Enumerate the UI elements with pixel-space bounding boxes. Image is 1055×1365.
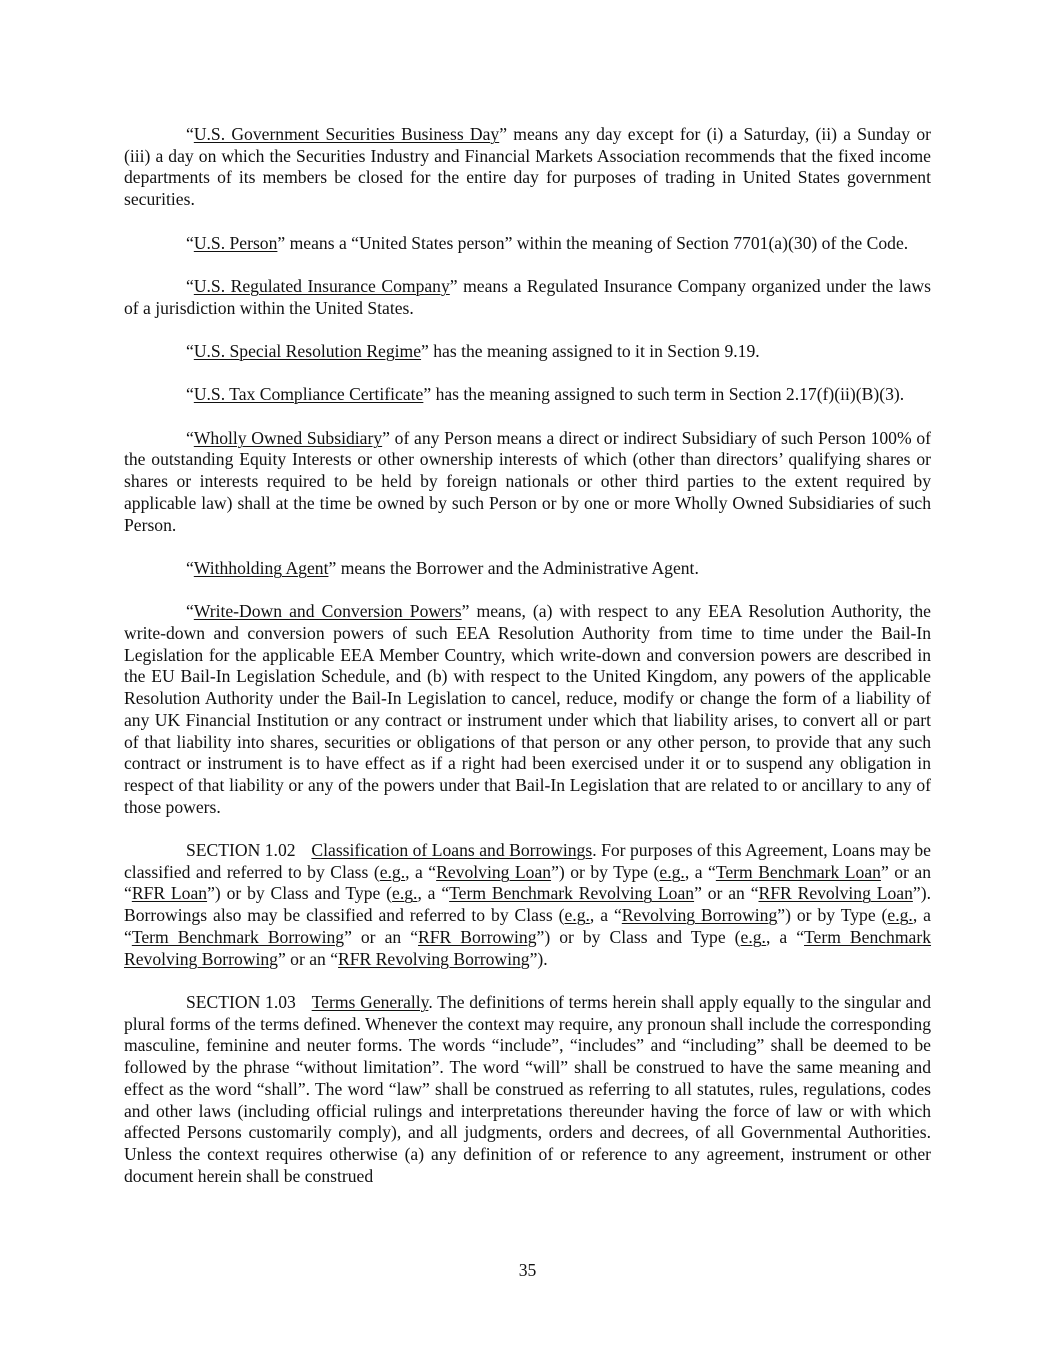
defined-term: Wholly Owned Subsidiary	[193, 427, 383, 448]
defined-term: Revolving Loan	[436, 861, 552, 882]
section-number: SECTION 1.03	[186, 991, 296, 1012]
definition-us-tax-compliance-certificate: “U.S. Tax Compliance Certificate” has the meaning assigned to such term in Section 2.17(f)(ii)(B)(3).	[186, 384, 905, 405]
definition-text: means, (a) with respect to any EEA Resolution Authority, the write-down and conversion powers of such EEA Resolution Authority from time to time under the Bail-In Legislation for the applicable EEA Member Country, which write-down and conversion powers are described in the EU Bail-In Legislation Schedule, and (b) with respect to the United Kingdom, any powers of the applicable Resolution Authority under the Bail-In Legislation to cancel, reduce, modify or change the form of a liability of any UK Financial Institution or any contract or instrument under which that liability arises, to convert all or part of that liability into shares, securities or obligations of that person or any other person, to provide that any such contract or instrument is to have effect as if a right had been exercised under it or to suspend any obligation in respect of that liability or any of the powers under that Bail-In Legislation that are related to or ancillary to any of those powers.	[124, 601, 931, 817]
definition-wholly-owned-subsidiary: “Wholly Owned Subsidiary” of any Person means a direct or indirect Subsidiary of such Person 100% of the outstanding Equity Interests or other ownership interests of which (other than directors’ qualifying shares or shares or interests required to be held by foreign nationals or other third parties to the extent required by applicable law) shall at the time be owned by such Person or by one or more Wholly Owned Subsidiaries of such Person.	[124, 427, 931, 535]
defined-term: Write-Down and Conversion Powers	[193, 601, 462, 622]
defined-term: Withholding Agent	[193, 557, 329, 578]
definition-text: of any Person means a direct or indirect Subsidiary of such Person 100% of the outstanding Equity Interests or other ownership interests of which (other than directors’ qualifying shares or shares or interests required to be held by foreign nationals or other third parties to the extent required by applicable law) shall at the time be owned by such Person or by one or more Wholly Owned Subsidiaries of such Person.	[124, 427, 931, 535]
defined-term: Term Benchmark Loan	[715, 861, 881, 882]
section-1-02: SECTION 1.02 Classification of Loans and Borrowings. For purposes of this Agreement, Loans may be classified and referred to by Class (e.g., a “Revolving Loan”) or by Type (e.g., a “Term Benchmark Loan” or an “RFR Loan”) or by Class and Type (e.g., a “Term Benchmark Revolving Loan” or an “RFR Revolving Loan”). Borrowings also may be classified and referred to by Class (e.g., a “Revolving Borrowing”) or by Type (e.g., a “Term Benchmark Borrowing” or an “RFR Borrowing”) or by Class and Type (e.g., a “Term Benchmark Revolving Borrowing” or an “RFR Revolving Borrowing”).	[124, 840, 932, 969]
defined-term: Term Benchmark Borrowing	[131, 926, 345, 947]
defined-term: Term Benchmark Revolving Borrowing	[124, 926, 932, 969]
defined-term: U.S. Government Securities Business Day	[193, 124, 500, 144]
definition-text: means a Regulated Insurance Company organized under the laws of a jurisdiction within the United States.	[124, 275, 931, 318]
defined-term: U.S. Special Resolution Regime	[193, 340, 422, 361]
definition-text: means any day except for (i) a Saturday, (ii) a Sunday or (iii) a day on which the Securities Industry and Financial Markets Association recommends that the fixed income departments of its members be closed for the entire day for purposes of trading in United States government securities.	[124, 124, 931, 210]
section-text: . The definitions of terms herein shall apply equally to the singular and plural forms of the terms defined. Whenever the context may require, any pronoun shall include the corresponding masculine, feminine and neuter forms. The words “include”, “includes” and “including” shall be deemed to be followed by the phrase “without limitation”. The word “will” shall be construed to have the same meaning and effect as the word “shall”. The word “law” shall be construed as referring to all statutes, rules, regulations, codes and other laws (including official rulings and interpretations thereunder having the force of law or with which affected Persons customarily comply), and all judgments, orders and decrees, of all Governmental Authorities. Unless the context requires otherwise (a) any definition of or reference to any agreement, instrument or other document herein shall be construed	[124, 991, 931, 1186]
definition-us-special-resolution-regime: “U.S. Special Resolution Regime” has the meaning assigned to it in Section 9.19.	[186, 340, 760, 361]
defined-term: RFR Loan	[131, 883, 208, 904]
defined-term: Revolving Borrowing	[621, 905, 778, 926]
defined-term: RFR Revolving Borrowing	[338, 948, 530, 969]
definition-us-person: “U.S. Person” means a “United States person” within the meaning of Section 7701(a)(30) of the Code.	[186, 232, 909, 253]
definition-text: means a “United States person” within the meaning of Section 7701(a)(30) of the Code.	[285, 232, 909, 253]
defined-term: Term Benchmark Revolving Loan	[449, 883, 695, 904]
definition-us-government-securities-business-day: “U.S. Government Securities Business Day” means any day except for (i) a Saturday, (ii) a Sunday or (iii) a day on which the Securities Industry and Financial Markets Association recommends that the fixed income departments of its members be closed for the entire day for purposes of trading in United States government securities.	[124, 124, 931, 210]
document-page	[124, 124, 931, 1209]
definition-withholding-agent: “Withholding Agent” means the Borrower and the Administrative Agent.	[186, 557, 699, 578]
definition-text: has the meaning assigned to it in Section 9.19.	[428, 340, 760, 361]
definition-text: has the meaning assigned to such term in Section 2.17(f)(ii)(B)(3).	[431, 384, 905, 405]
defined-term: RFR Borrowing	[418, 926, 537, 947]
section-number: SECTION 1.02	[186, 840, 296, 861]
definition-write-down-and-conversion-powers: “Write-Down and Conversion Powers” means, (a) with respect to any EEA Resolution Authority, the write-down and conversion powers of such EEA Resolution Authority from time to time under the Bail-In Legislation for the applicable EEA Member Country, which write-down and conversion powers are described in the EU Bail-In Legislation Schedule, and (b) with respect to the United Kingdom, any powers of the applicable Resolution Authority under the Bail-In Legislation to cancel, reduce, modify or change the form of a liability of any UK Financial Institution or any contract or instrument under which that liability arises, to convert all or part of that liability into shares, securities or obligations of that person or any other person, to provide that any such contract or instrument is to have effect as if a right had been exercised under it or to suspend any obligation in respect of that liability or any of the powers under that Bail-In Legislation that are related to or ancillary to any of those powers.	[124, 601, 931, 817]
defined-term: U.S. Tax Compliance Certificate	[193, 384, 424, 405]
defined-term: U.S. Person	[193, 232, 278, 253]
definition-text: means the Borrower and the Administrative Agent.	[336, 557, 699, 578]
section-1-03	[124, 992, 931, 1187]
defined-term: RFR Revolving Loan	[758, 883, 913, 904]
section-title: Classification of Loans and Borrowings	[311, 840, 593, 861]
page-number: 35	[518, 1260, 537, 1280]
definition-us-regulated-insurance-company: “U.S. Regulated Insurance Company” means a Regulated Insurance Company organized under the laws of a jurisdiction within the United States.	[124, 275, 931, 318]
section-title: Terms Generally	[311, 991, 429, 1012]
defined-term: U.S. Regulated Insurance Company	[193, 275, 450, 296]
